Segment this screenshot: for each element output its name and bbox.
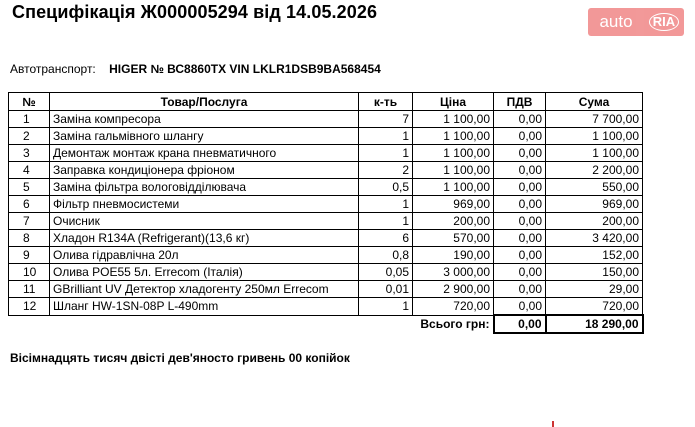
row-sum: 150,00 [546, 264, 643, 281]
row-quantity: 7 [359, 111, 413, 128]
row-quantity: 1 [359, 298, 413, 316]
table-row [9, 298, 643, 316]
amount-in-words: Вісімнадцять тисяч двісті дев'яносто гривень 00 копійок [10, 351, 350, 365]
row-price: 720,00 [413, 298, 494, 316]
row-quantity: 1 [359, 213, 413, 230]
row-number: 10 [9, 264, 50, 281]
row-sum: 1 100,00 [546, 128, 643, 145]
row-vat: 0,00 [494, 128, 546, 145]
row-sum: 550,00 [546, 179, 643, 196]
row-quantity: 1 [359, 128, 413, 145]
row-vat: 0,00 [494, 196, 546, 213]
row-vat: 0,00 [494, 281, 546, 298]
table-row [9, 281, 643, 298]
total-row [9, 315, 643, 333]
row-number: 5 [9, 179, 50, 196]
row-sum: 969,00 [546, 196, 643, 213]
row-number: 2 [9, 128, 50, 145]
header-item: Товар/Послуга [50, 93, 359, 111]
row-vat: 0,00 [494, 162, 546, 179]
row-quantity: 1 [359, 145, 413, 162]
total-sum: 18 290,00 [546, 315, 643, 333]
row-item: Олива гідравлічна 20л [50, 247, 359, 264]
table-header-row [9, 93, 643, 111]
row-price: 2 900,00 [413, 281, 494, 298]
table-row [9, 247, 643, 264]
row-sum: 2 200,00 [546, 162, 643, 179]
table-row [9, 264, 643, 281]
table-row [9, 145, 643, 162]
vehicle-value: HIGER № ВС8860ТХ VIN LKLR1DSB9BA568454 [109, 62, 381, 76]
row-vat: 0,00 [494, 230, 546, 247]
header-vat: ПДВ [494, 93, 546, 111]
header-sum: Сума [546, 93, 643, 111]
row-item: Очисник [50, 213, 359, 230]
vehicle-info [10, 62, 381, 76]
row-item: Заправка кондиціонера фріоном [50, 162, 359, 179]
row-quantity: 2 [359, 162, 413, 179]
row-item: Заміна гальмівного шлангу [50, 128, 359, 145]
row-price: 190,00 [413, 247, 494, 264]
row-quantity: 0,8 [359, 247, 413, 264]
row-item: Шланг HW-1SN-08P L-490mm [50, 298, 359, 316]
row-price: 570,00 [413, 230, 494, 247]
specification-table [8, 92, 644, 334]
table-row [9, 213, 643, 230]
header-number: № [9, 93, 50, 111]
row-vat: 0,00 [494, 264, 546, 281]
row-number: 11 [9, 281, 50, 298]
header-quantity: к-ть [359, 93, 413, 111]
row-number: 7 [9, 213, 50, 230]
total-vat: 0,00 [494, 315, 546, 333]
row-price: 969,00 [413, 196, 494, 213]
row-number: 8 [9, 230, 50, 247]
watermark-ria-text: RIA [649, 13, 679, 31]
row-quantity: 0,01 [359, 281, 413, 298]
row-item: GBrilliant UV Детектор хладогенту 250мл Errecom [50, 281, 359, 298]
row-price: 1 100,00 [413, 111, 494, 128]
row-price: 1 100,00 [413, 179, 494, 196]
row-item: Демонтаж монтаж крана пневматичного [50, 145, 359, 162]
header-price: Ціна [413, 93, 494, 111]
row-sum: 200,00 [546, 213, 643, 230]
row-vat: 0,00 [494, 145, 546, 162]
watermark-auto-text: auto [588, 8, 644, 36]
row-item: Хладон R134A (Refrigerant)(13,6 кг) [50, 230, 359, 247]
edge-mark [552, 421, 554, 427]
row-number: 3 [9, 145, 50, 162]
row-price: 1 100,00 [413, 162, 494, 179]
row-vat: 0,00 [494, 247, 546, 264]
row-number: 12 [9, 298, 50, 316]
row-number: 4 [9, 162, 50, 179]
watermark-ria-badge [644, 8, 684, 36]
row-price: 1 100,00 [413, 128, 494, 145]
row-sum: 1 100,00 [546, 145, 643, 162]
document-title: Специфікація Ж000005294 від 14.05.2026 [12, 2, 378, 22]
row-quantity: 0,5 [359, 179, 413, 196]
auto-ria-watermark [588, 8, 684, 36]
row-item: Заміна компресора [50, 111, 359, 128]
row-vat: 0,00 [494, 298, 546, 316]
table-row [9, 179, 643, 196]
row-number: 6 [9, 196, 50, 213]
row-number: 1 [9, 111, 50, 128]
row-vat: 0,00 [494, 179, 546, 196]
table-row [9, 196, 643, 213]
table-row [9, 230, 643, 247]
table-row [9, 162, 643, 179]
row-sum: 29,00 [546, 281, 643, 298]
row-vat: 0,00 [494, 111, 546, 128]
row-quantity: 1 [359, 196, 413, 213]
row-quantity: 0,05 [359, 264, 413, 281]
row-price: 3 000,00 [413, 264, 494, 281]
row-price: 200,00 [413, 213, 494, 230]
row-price: 1 100,00 [413, 145, 494, 162]
total-label: Всього грн: [420, 317, 490, 332]
table-row [9, 111, 643, 128]
row-sum: 720,00 [546, 298, 643, 316]
table-row [9, 128, 643, 145]
row-quantity: 6 [359, 230, 413, 247]
row-sum: 152,00 [546, 247, 643, 264]
row-item: Заміна фільтра вологовідділювача [50, 179, 359, 196]
row-sum: 3 420,00 [546, 230, 643, 247]
row-item: Олива POE55 5л. Errecom (Італія) [50, 264, 359, 281]
row-item: Фільтр пневмосистеми [50, 196, 359, 213]
row-sum: 7 700,00 [546, 111, 643, 128]
vehicle-label: Автотранспорт: [10, 62, 96, 76]
row-number: 9 [9, 247, 50, 264]
row-vat: 0,00 [494, 213, 546, 230]
